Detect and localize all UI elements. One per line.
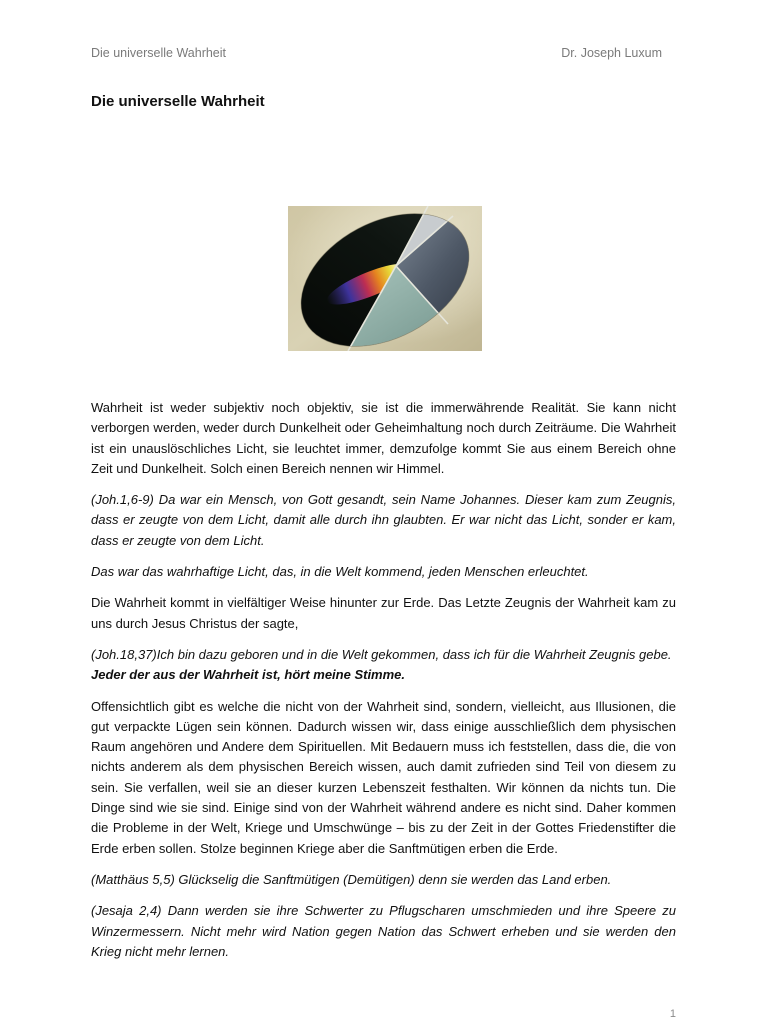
quote-true-light: Das war das wahrhaftige Licht, das, in die Welt kommend, jeden Menschen erleuchtet. (91, 564, 589, 580)
quote-john-18 (91, 645, 676, 686)
quote-john-1: (Joh.1,6-9) Da war ein Mensch, von Gott gesandt, sein Name Johannes. Dieser kam zum Zeugnis, dass er zeugte von dem Licht, damit alle durch ihn glaubten. Er war nicht das Licht, sonder er kam, dass er zeugte von dem Licht. (91, 492, 676, 548)
paragraph-truth-definition: Wahrheit ist weder subjektiv noch objektiv, sie ist die immerwährende Realität. Sie kann nicht verborgen werden, weder durch Dunkelheit oder Geheimhaltung noch durch Zeiträume. Die Wahrheit ist ein unauslöschliches Licht, sie leuchtet immer, demzufolge kommt Sie aus einem Bereich ohne Zeit und Dunkelheit. Solch einen Bereich nennen wir Himmel. (91, 400, 676, 476)
document-title: Die universelle Wahrheit (91, 93, 265, 110)
document-body (91, 398, 676, 973)
quote-john-18-text: (Joh.18,37)Ich bin dazu geboren und in die Welt gekommen, dass ich für die Wahrheit Zeugnis gebe. (91, 646, 672, 662)
paragraph-truth-comes-to-earth: Die Wahrheit kommt in vielfältiger Weise hinunter zur Erde. Das Letzte Zeugnis der Wahrheit kam zu uns durch Jesus Christus der sagte, (91, 595, 676, 631)
paragraph-illusions: Offensichtlich gibt es welche die nicht von der Wahrheit sind, sondern, vielleicht, aus Illusionen, die gut verpackte Lügen sein können. Dadurch wissen wir, dass einige ausschließlich dem physischen Raum angehören und Andere dem Spirituellen. Mit Bedauern muss ich feststellen, dass die, die von nichts anderem als dem physischen Bereich wissen, auch damit zufrieden sind Teil von diesem zu sein. Sie verfallen, weil sie an dieser kurzen Lebenszeit festhalten. Wir können da nichts tun. Die Dinge sind wie sie sind. Einige sind von der Wahrheit während andere es nicht sind. Daher kommen die Probleme in der Welt, Kriege und Umschwünge – bis zu der Zeit in der Gottes Friedenstifter die Erde erben sollen. Stolze beginnen Kriege aber die Sanftmütigen erben die Erde. (91, 698, 676, 856)
quote-isaiah-2: (Jesaja 2,4) Dann werden sie ihre Schwerter zu Pflugscharen umschmieden und ihre Speere zu Winzermessern. Nicht mehr wird Nation gegen Nation das Schwert erheben und sie werden den Krieg nicht mehr lernen. (91, 903, 676, 959)
prism-light-disc-image (288, 206, 482, 351)
running-header-title: Die universelle Wahrheit (91, 46, 227, 60)
quote-matthew-5: (Matthäus 5,5) Glückselig die Sanftmütigen (Demütigen) denn sie werden das Land erben. (91, 871, 612, 887)
quote-john-18-emphasis: Jeder der aus der Wahrheit ist, hört meine Stimme. (91, 667, 406, 683)
running-header-author: Dr. Joseph Luxum (561, 46, 662, 60)
page-number: 1 (669, 1008, 676, 1020)
